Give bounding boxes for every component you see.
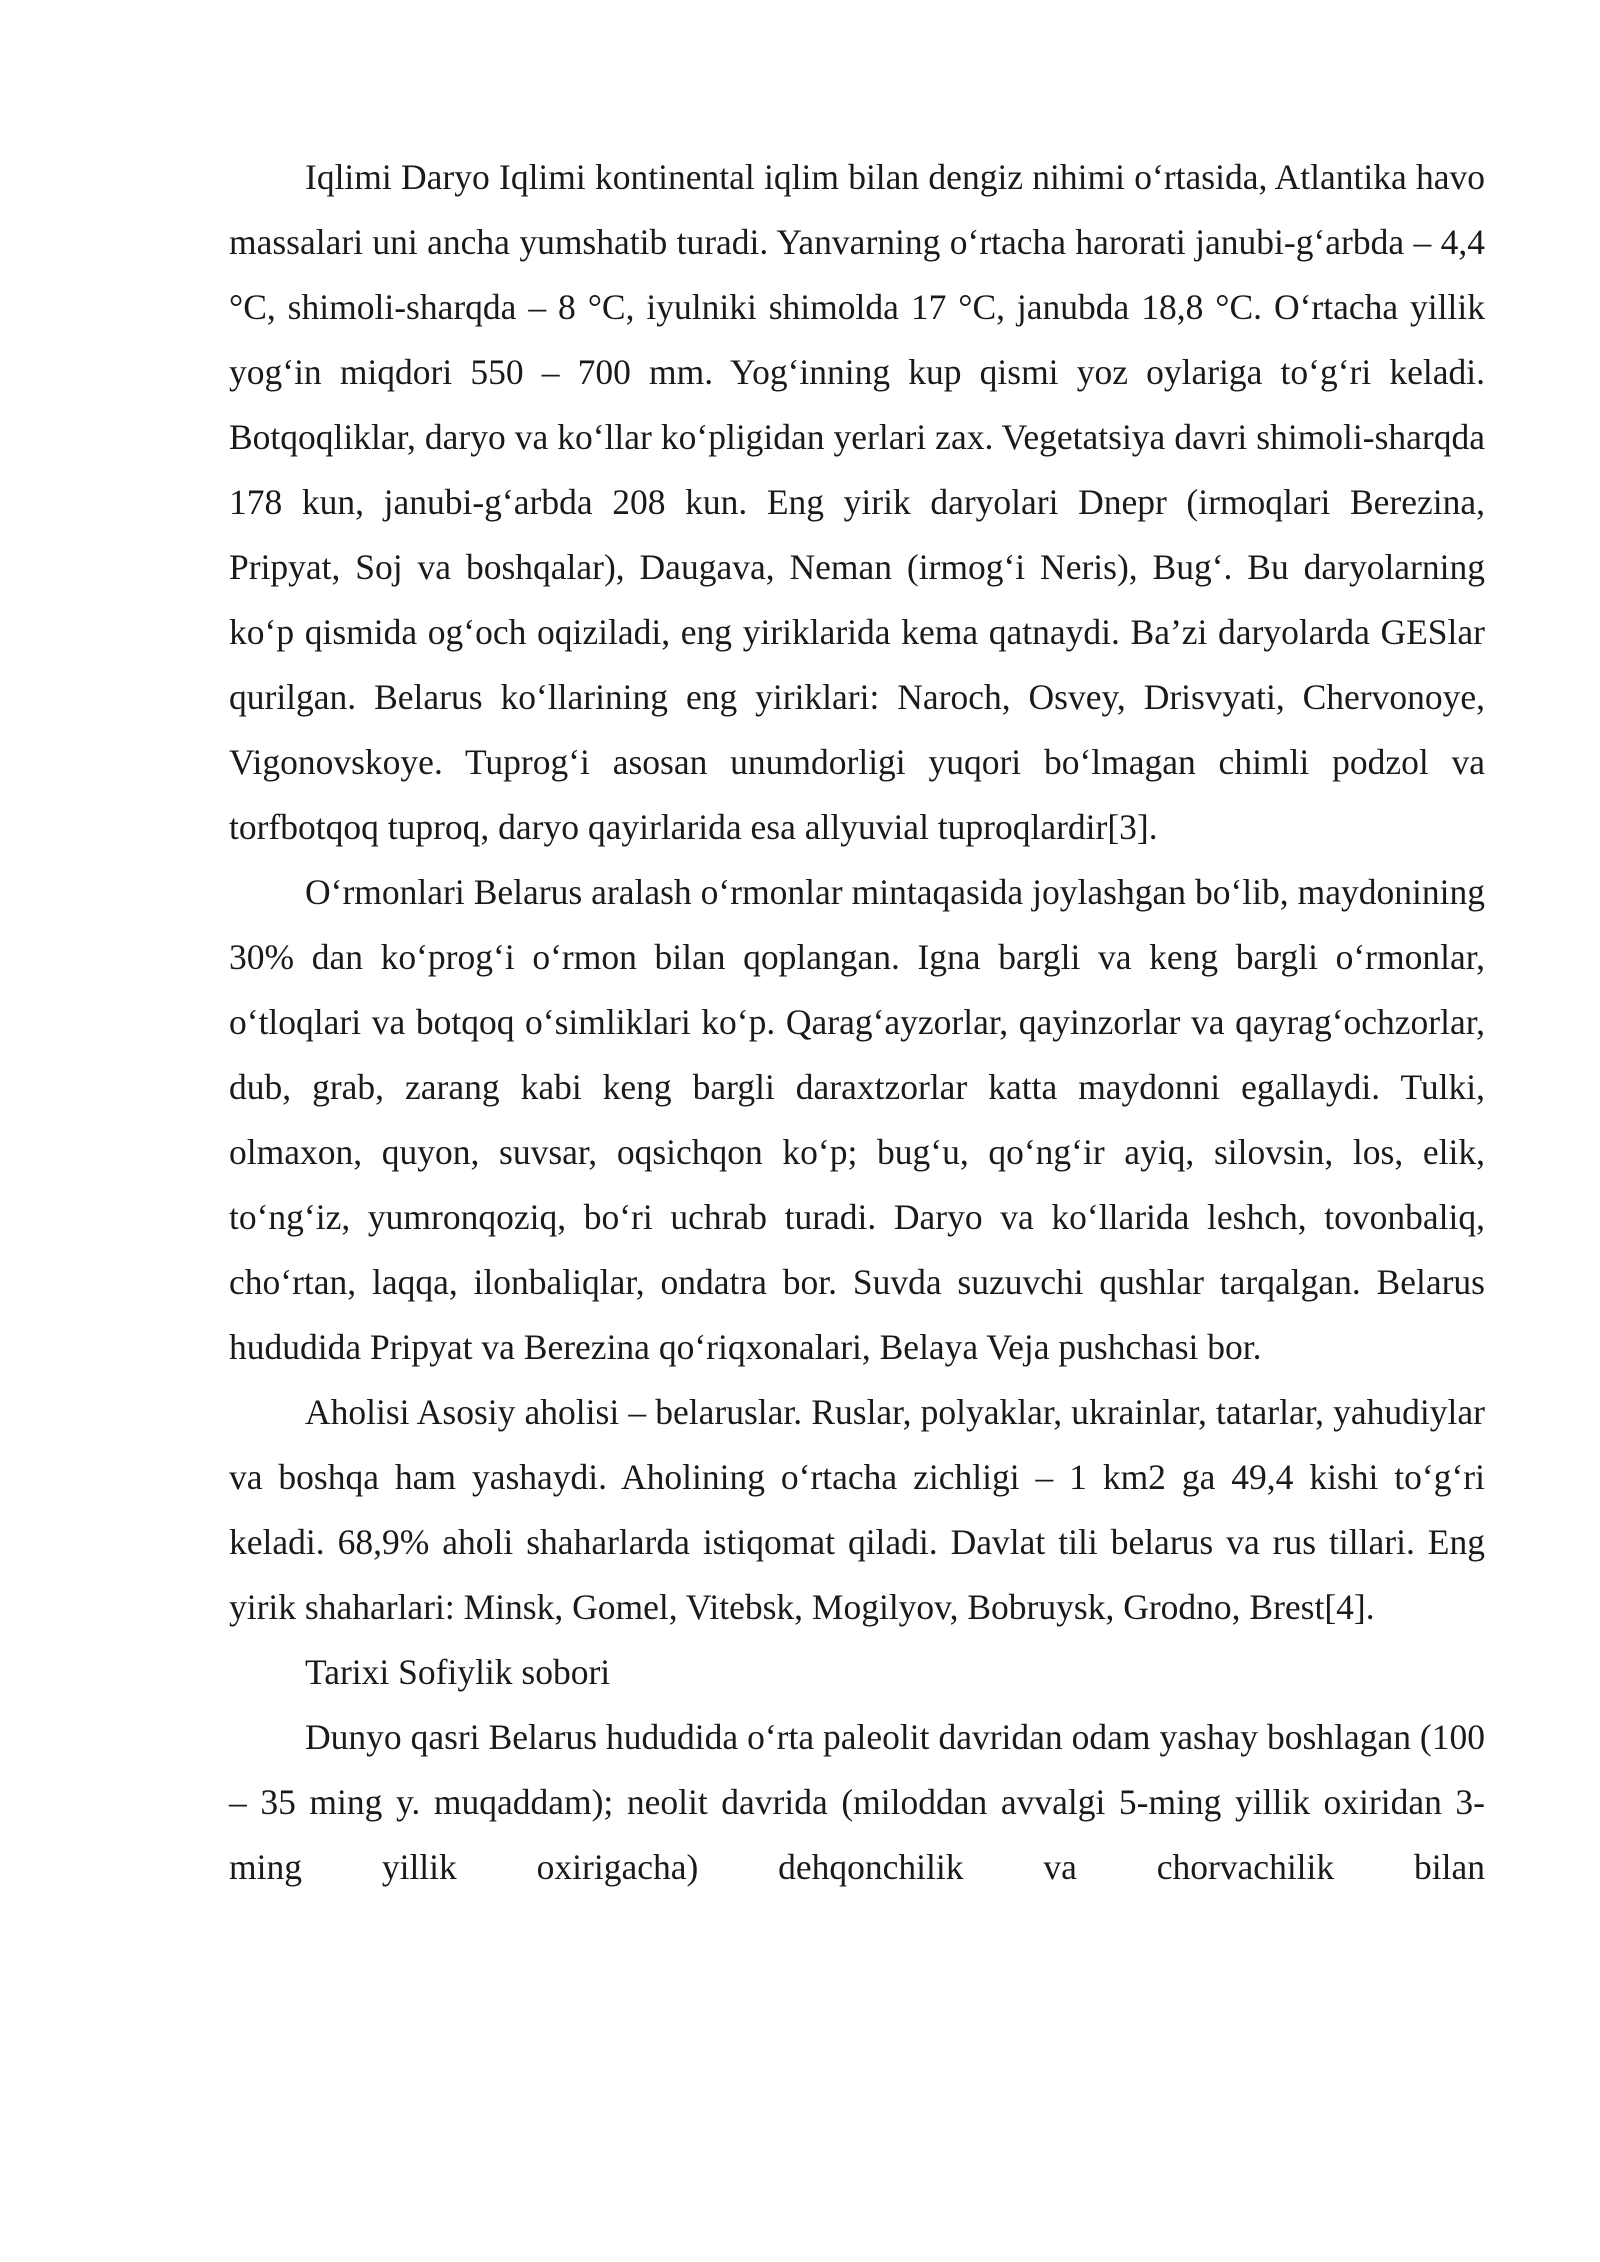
paragraph-population: Aholisi Asosiy aholisi – belaruslar. Ruslar, polyaklar, ukrainlar, tatarlar, yahudiylar va boshqa ham yashaydi. Aholining o‘rtacha zichligi – 1 km2 ga 49,4 kishi to‘g‘ri keladi. 68,9% aholi shaharlarda istiqomat qiladi. Davlat tili belarus va rus tillari. Eng yirik shaharlari: Minsk, Gomel, Vitebsk, Mogilyov, Bobruysk, Grodno, Brest[4]. — [229, 1392, 1485, 1627]
paragraph-history: Dunyo qasri Belarus hududida o‘rta paleolit davridan odam yashay boshlagan (100 – 35 ming y. muqaddam); neolit davrida (miloddan avvalgi 5-ming yillik oxiridan 3-ming yillik oxirigacha) dehqonchilik va chorvachilik bilan — [229, 1717, 1485, 1887]
paragraph-history-heading: Tarixi Sofiylik sobori — [305, 1652, 611, 1692]
document-page — [229, 145, 1485, 1900]
paragraph-climate: Iqlimi Daryo Iqlimi kontinental iqlim bilan dengiz nihimi o‘rtasida, Atlantika havo massalari uni ancha yumshatib turadi. Yanvarning o‘rtacha harorati janubi-g‘arbda – 4,4 °C, shimoli-sharqda – 8 °C, iyulniki shimolda 17 °C, janubda 18,8 °C. O‘rtacha yillik yog‘in miqdori 550 – 700 mm. Yog‘inning kup qismi yoz oylariga to‘g‘ri keladi. Botqoqliklar, daryo va ko‘llar ko‘pligidan yerlari zax. Vegetatsiya davri shimoli-sharqda 178 kun, janubi-g‘arbda 208 kun. Eng yirik daryolari Dnepr (irmoqlari Berezina, Pripyat, Soj va boshqalar), Daugava, Neman (irmog‘i Neris), Bug‘. Bu daryolarning ko‘p qismida og‘och oqiziladi, eng yiriklarida kema qatnaydi. Ba’zi daryolarda GESlar qurilgan. Belarus ko‘llarining eng yiriklari: Naroch, Osvey, Drisvyati, Chervonoye, Vigonovskoye. Tuprog‘i asosan unumdorligi yuqori bo‘lmagan chimli podzol va torfbotqoq tuproq, daryo qayirlarida esa allyuvial tuproqlardir[3]. — [229, 157, 1485, 847]
paragraph-forests: O‘rmonlari Belarus aralash o‘rmonlar mintaqasida joylashgan bo‘lib, maydonining 30% dan ko‘prog‘i o‘rmon bilan qoplangan. Igna bargli va keng bargli o‘rmonlar, o‘tloqlari va botqoq o‘simliklari ko‘p. Qarag‘ayzorlar, qayinzorlar va qayrag‘ochzorlar, dub, grab, zarang kabi keng bargli daraxtzorlar katta maydonni egallaydi. Tulki, olmaxon, quyon, suvsar, oqsichqon ko‘p; bug‘u, qo‘ng‘ir ayiq, silovsin, los, elik, to‘ng‘iz, yumronqoziq, bo‘ri uchrab turadi. Daryo va ko‘llarida leshch, tovonbaliq, cho‘rtan, laqqa, ilonbaliqlar, ondatra bor. Suvda suzuvchi qushlar tarqalgan. Belarus hududida Pripyat va Berezina qo‘riqxonalari, Belaya Veja pushchasi bor. — [229, 872, 1485, 1367]
